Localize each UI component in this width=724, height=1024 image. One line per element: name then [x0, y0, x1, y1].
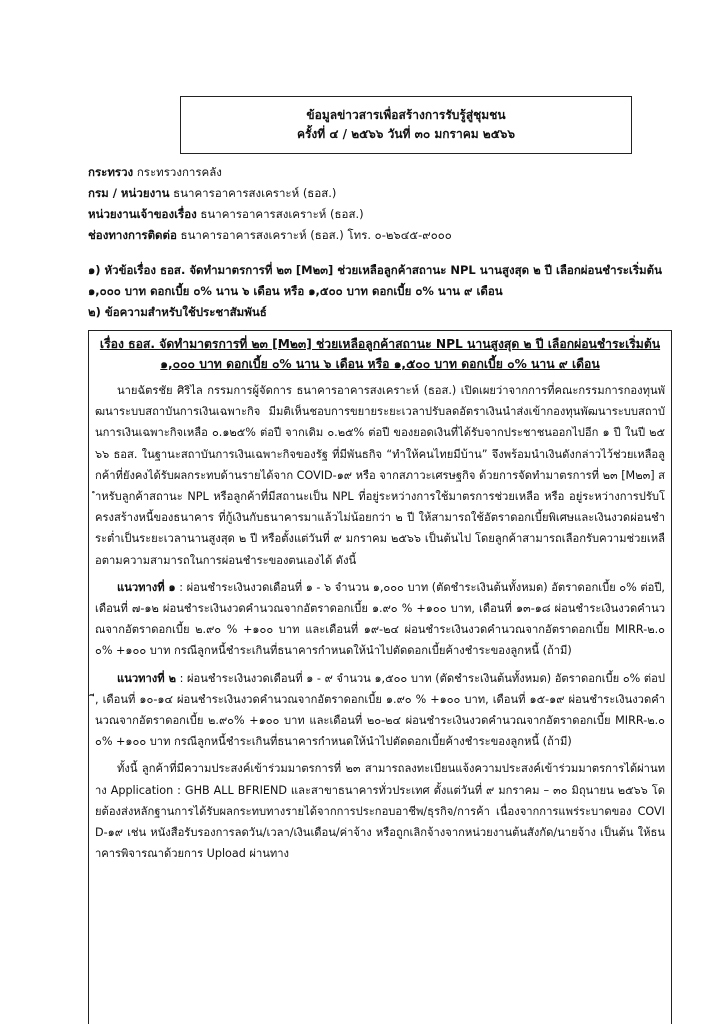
ministry-value: กระทรวงการคลัง	[136, 165, 222, 179]
contact-line	[88, 225, 648, 246]
unit-value: ธนาคารอาคารสงเคราะห์ (ธอส.)	[173, 186, 337, 200]
press-release-box	[88, 330, 672, 1024]
header-issue: ครั้งที่ ๔ / ๒๕๖๖ วันที่ ๓๐ มกราคม ๒๕๖๖	[296, 127, 516, 141]
contact-label: ช่องทางการติดต่อ	[88, 228, 177, 242]
contact-value: ธนาคารอาคารสงเคราะห์ (ธอส.) โทร. ๐-๒๖๔๕-๙๐๐๐	[180, 228, 452, 242]
section-1-topic: ๑) หัวข้อเรื่อง ธอส. จัดทำมาตรการที่ ๒๓ [M๒๓] ช่วยเหลือลูกค้าสถานะ NPL นานสูงสุด ๒ ปี เลือกผ่อนชำระเริ่มต้น ๑,๐๐๐ บาท ดอกเบี้ย ๐% นาน ๖ เดือน หรือ ๑,๕๐๐ บาท ดอกเบี้ย ๐% นาน ๙ เดือน	[88, 263, 662, 298]
option-1-label: แนวทางที่ ๑	[117, 580, 176, 594]
news-title: เรื่อง ธอส. จัดทำมาตรการที่ ๒๓ [M๒๓] ช่วยเหลือลูกค้าสถานะ NPL นานสูงสุด ๒ ปี เลือกผ่อนชำระเริ่มต้น ๑,๐๐๐ บาท ดอกเบี้ย ๐% นาน ๖ เดือน หรือ ๑,๕๐๐ บาท ดอกเบี้ย ๐% นาน ๙ เดือน	[99, 337, 661, 371]
option-1-paragraph	[95, 577, 665, 662]
owner-label: หน่วยงานเจ้าของเรื่อง	[88, 207, 197, 221]
owner-line	[88, 204, 648, 225]
ministry-line	[88, 162, 648, 183]
header-title: ข้อมูลข่าวสารเพื่อสร้างการรับรู้สู่ชุมชน	[306, 108, 506, 122]
option-2-text: : ผ่อนชำระเงินงวดเดือนที่ ๑ - ๙ จำนวน ๑,๕๐๐ บาท (ตัดชำระเงินต้นทั้งหมด) อัตราดอกเบี้ย ๐% ต่อปี, เดือนที่ ๑๐-๑๔ ผ่อนชำระเงินงวดคำนวณจากอัตราดอกเบี้ย ๑.๙๐ % +๑๐๐ บาท, เดือนที่ ๑๕-๑๙ ผ่อนชำระเงินงวดคำนวณจากอัตราดอกเบี้ย ๒.๙๐% +๑๐๐ บาท และเดือนที่ ๒๐-๒๔ ผ่อนชำระเงินงวดคำนวณจากอัตราดอกเบี้ย MIRR-๒.๐๐% +๑๐๐ บาท กรณีลูกหนี้ชำระเกินที่ธนาคารกำหนดให้นำไปตัดดอกเบี้ยค้างชำระของลูกหนี้ (ถ้ามี)	[95, 671, 666, 749]
option-2-label: แนวทางที่ ๒	[117, 671, 176, 685]
unit-line	[88, 183, 648, 204]
header-box	[180, 96, 632, 154]
ministry-label: กระทรวง	[88, 165, 134, 179]
owner-value: ธนาคารอาคารสงเคราะห์ (ธอส.)	[200, 207, 364, 221]
option-1-text: : ผ่อนชำระเงินงวดเดือนที่ ๑ - ๖ จำนวน ๑,๐๐๐ บาท (ตัดชำระเงินต้นทั้งหมด) อัตราดอกเบี้ย ๐% ต่อปี, เดือนที่ ๗-๑๒ ผ่อนชำระเงินงวดคำนวณจากอัตราดอกเบี้ย ๑.๙๐ % +๑๐๐ บาท, เดือนที่ ๑๓-๑๘ ผ่อนชำระเงินงวดคำนวณจากอัตราดอกเบี้ย ๒.๙๐ % +๑๐๐ บาท และเดือนที่ ๑๙-๒๔ ผ่อนชำระเงินงวดคำนวณจากอัตราดอกเบี้ย MIRR-๒.๐๐% +๑๐๐ บาท กรณีลูกหนี้ชำระเกินที่ธนาคารกำหนดให้นำไปตัดดอกเบี้ยค้างชำระของลูกหนี้ (ถ้ามี)	[95, 580, 665, 658]
section-2-heading: ๒) ข้อความสำหรับใช้ประชาสัมพันธ์	[88, 305, 267, 319]
meta-block	[88, 162, 648, 246]
unit-label: กรม / หน่วยงาน	[88, 186, 170, 200]
option-2-paragraph	[95, 668, 665, 753]
intro-paragraph: นายฉัตรชัย ศิริไล กรรมการผู้จัดการ ธนาคารอาคารสงเคราะห์ (ธอส.) เปิดเผยว่าจากการที่คณะกรรมการกองทุนพัฒนาระบบสถาบันการเงินเฉพาะกิจ มีมติเห็นชอบการขยายระยะเวลาปรับลดอัตราเงินนำส่งเข้ากองทุนพัฒนาระบบสถาบันการเงินเฉพาะกิจเหลือ ๐.๑๒๕% ต่อปี จากเดิม ๐.๒๕% ต่อปี ของยอดเงินที่ได้รับจากประชาชนออกไปอีก ๑ ปี ในปี ๒๕๖๖ ธอส. ในฐานะสถาบันการเงินเฉพาะกิจของรัฐ ที่มีพันธกิจ “ทำให้คนไทยมีบ้าน” จึงพร้อมนำเงินดังกล่าวไว้ช่วยเหลือลูกค้าที่ยังคงได้รับผลกระทบด้านรายได้จาก COVID-๑๙ หรือ จากสภาวะเศรษฐกิจ ด้วยการจัดทำมาตรการที่ ๒๓ [M๒๓] สำหรับลูกค้าสถานะ NPL หรือลูกค้าที่มีสถานะเป็น NPL ที่อยู่ระหว่างการใช้มาตรการช่วยเหลือ หรือ อยู่ระหว่างการปรับโครงสร้างหนี้ของธนาคาร ที่กู้เงินกับธนาคารมาแล้วไม่น้อยกว่า ๒ ปี ให้สามารถใช้อัตราดอกเบี้ยพิเศษและเงินงวดผ่อนชำระต่ำเป็นระยะเวลานานสูงสุด ๒ ปี หรือตั้งแต่วันที่ ๙ มกราคม ๒๕๖๖ เป็นต้นไป โดยลูกค้าสามารถเลือกรับความช่วยเหลือตามความสามารถในการผ่อนชำระของตนเองได้ ดังนี้	[95, 384, 665, 567]
section-1	[88, 260, 668, 323]
closing-paragraph: ทั้งนี้ ลูกค้าที่มีความประสงค์เข้าร่วมมาตรการที่ ๒๓ สามารถลงทะเบียนแจ้งความประสงค์เข้าร่วมมาตรการได้ผ่านทาง Application : GHB ALL BFRIEND และสาขาธนาคารทั่วประเทศ ตั้งแต่วันที่ ๙ มกราคม – ๓๐ มิถุนายน ๒๕๖๖ โดยต้องส่งหลักฐานการได้รับผลกระทบทางรายได้จากการประกอบอาชีพ/ธุรกิจ/การค้า เนื่องจากการแพร่ระบาดของ COVID-๑๙ เช่น หนังสือรับรองการลดวัน/เวลา/เงินเดือน/ค่าจ้าง หรือถูกเลิกจ้างจากหน่วยงานต้นสังกัด/นายจ้าง เป็นต้น ให้ธนาคารพิจารณาด้วยการ Upload ผ่านทาง	[95, 762, 665, 861]
